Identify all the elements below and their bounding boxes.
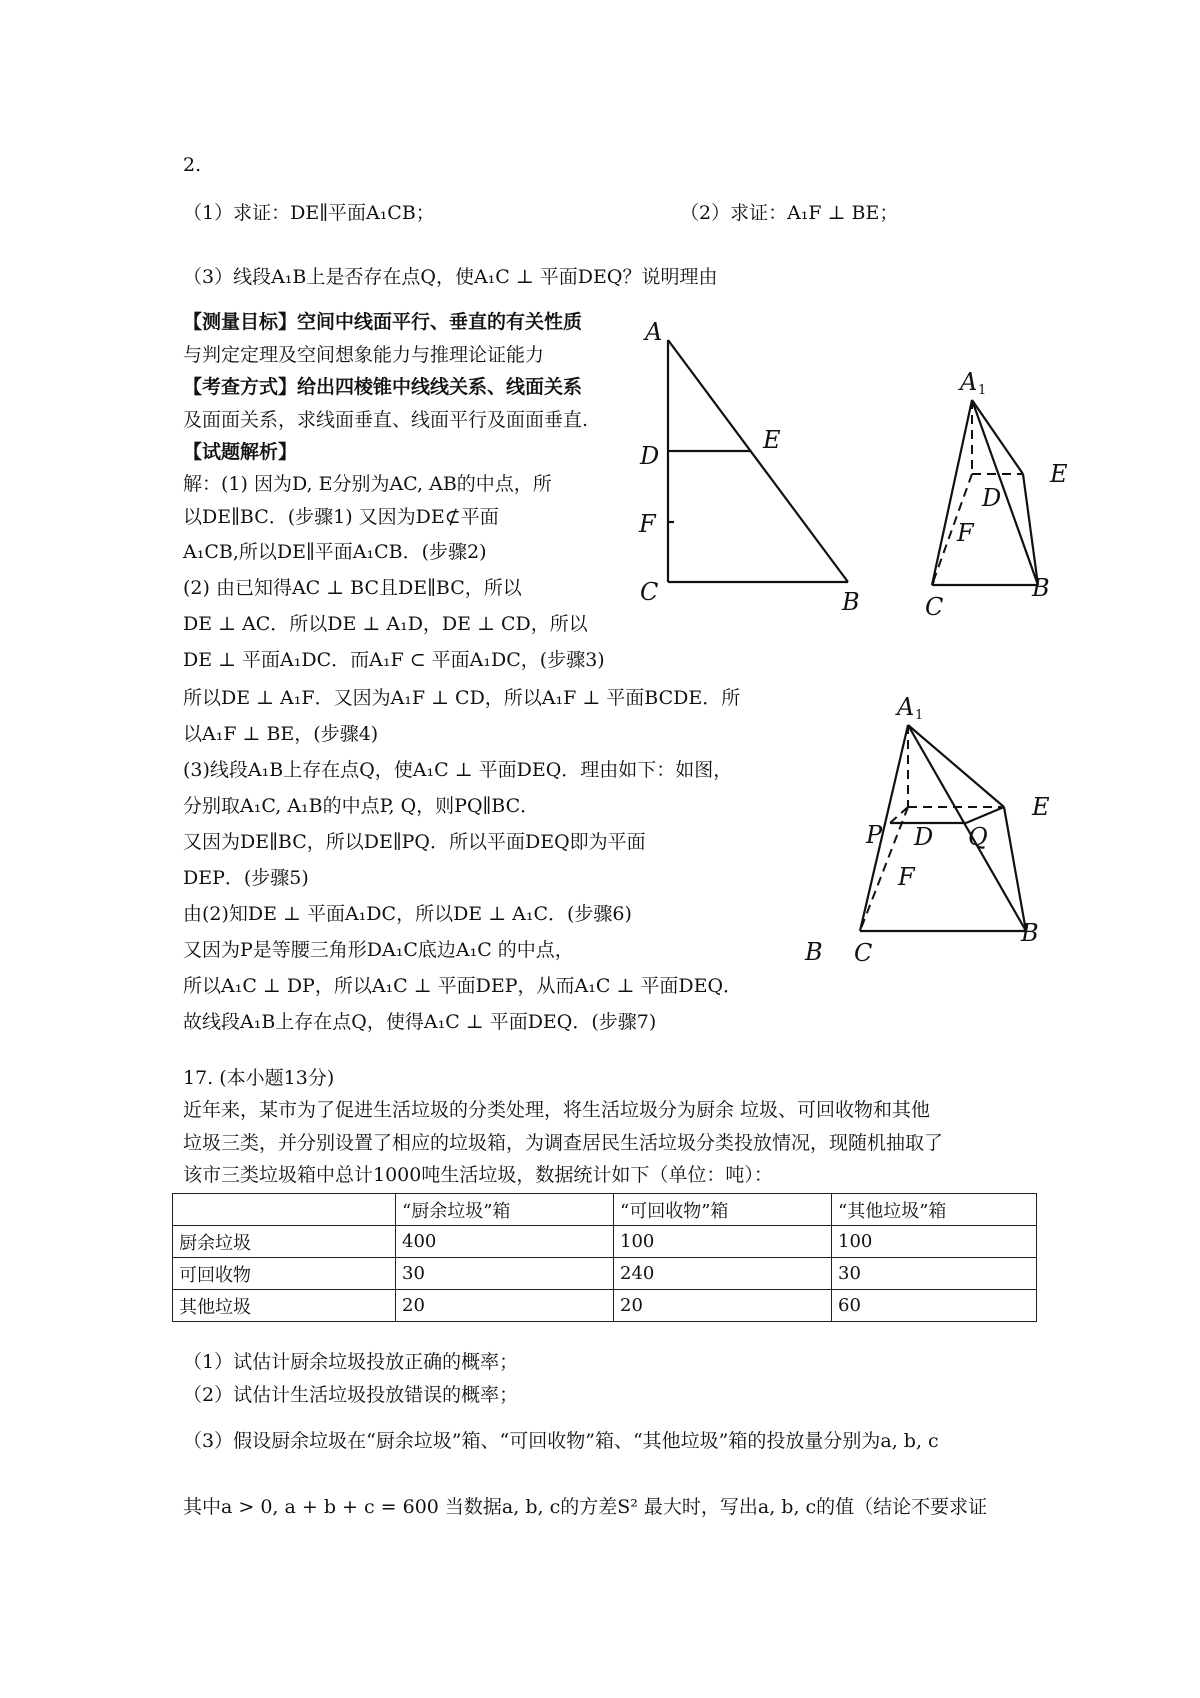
label-a1-sub: 1 (978, 383, 987, 398)
label-e: E (763, 426, 781, 454)
label-b-outside: B (805, 938, 823, 966)
figure-pyramid (880, 360, 1130, 640)
label-d: D (640, 442, 660, 470)
label-f: F (898, 863, 915, 891)
analysis-line: 所以A₁C ⊥ DP，所以A₁C ⊥ 平面DEP，从而A₁C ⊥ 平面DEQ． (183, 975, 743, 997)
label-p: P (866, 821, 883, 849)
label-f: F (639, 510, 656, 538)
analysis-line: 以A₁F ⊥ BE，(步骤4) (183, 723, 379, 745)
problem17-q1: （1）试估计厨余垃圾投放正确的概率； (183, 1351, 519, 1373)
label-a: A (645, 318, 663, 346)
label-a1-sub: 1 (915, 708, 924, 723)
question-3: （3）线段A₁B上是否存在点Q，使A₁C ⊥ 平面DEQ？说明理由 (183, 266, 718, 288)
table-header-row (173, 1194, 1037, 1226)
analysis-line: (3)线段A₁B上存在点Q，使A₁C ⊥ 平面DEQ．理由如下：如图， (183, 759, 733, 781)
analysis-line: 又因为P是等腰三角形DA₁C底边A₁C 的中点， (183, 939, 574, 961)
figure-pyramid-pq (790, 685, 1090, 985)
analysis-line: 【考查方式】给出四棱锥中线线关系、线面关系 (183, 376, 583, 398)
label-a1: A (897, 693, 915, 721)
problem17-heading: 17. (本小题13分) (183, 1067, 335, 1089)
table-cell: 30 (396, 1258, 614, 1290)
table-header-cell: “厨余垃圾”箱 (396, 1194, 614, 1226)
question-2: （2）求证：A₁F ⊥ BE； (680, 202, 899, 224)
table-cell: 20 (396, 1290, 614, 1322)
analysis-line: 又因为DE∥BC，所以DE∥PQ．所以平面DEQ即为平面 (183, 831, 646, 853)
analysis-line: 与判定定理及空间想象能力与推理论证能力 (183, 344, 545, 366)
analysis-line: DEP．(步骤5) (183, 867, 309, 889)
table-row (173, 1226, 1037, 1258)
table-header-cell: “可回收物”箱 (614, 1194, 832, 1226)
edge-eb (1023, 474, 1038, 585)
question-1: （1）求证：DE∥平面A₁CB； (183, 202, 435, 224)
problem17-intro: 垃圾三类，并分别设置了相应的垃圾箱，为调查居民生活垃圾分类投放情况，现随机抽取了 (183, 1132, 944, 1154)
label-c: C (854, 939, 873, 967)
label-e: E (1050, 460, 1068, 488)
edge-a1e (908, 725, 1004, 807)
label-c: C (640, 578, 659, 606)
table-row (173, 1290, 1037, 1322)
table-header-cell (173, 1194, 396, 1226)
analysis-line: 分别取A₁C, A₁B的中点P, Q，则PQ∥BC． (183, 795, 540, 817)
analysis-line: 所以DE ⊥ A₁F．又因为A₁F ⊥ CD，所以A₁F ⊥ 平面BCDE．所 (183, 687, 741, 709)
label-b: B (1021, 919, 1039, 947)
table-cell: 厨余垃圾 (173, 1226, 396, 1258)
table-row (173, 1258, 1037, 1290)
label-q: Q (968, 823, 988, 851)
table-cell: 60 (832, 1290, 1037, 1322)
edge-a1e (972, 400, 1023, 474)
problem17-intro: 该市三类垃圾箱中总计1000吨生活垃圾，数据统计如下（单位：吨）： (183, 1164, 773, 1186)
data-table (172, 1193, 1037, 1322)
edge-qe (966, 807, 1004, 823)
label-c: C (925, 593, 944, 621)
analysis-line: DE ⊥ AC．所以DE ⊥ A₁D，DE ⊥ CD，所以 (183, 613, 588, 635)
table-cell: 其他垃圾 (173, 1290, 396, 1322)
edge-ab (668, 340, 848, 582)
table-cell: 400 (396, 1226, 614, 1258)
analysis-line: 以DE∥BC．(步骤1) 又因为DE⊄平面 (183, 506, 499, 528)
label-d: D (982, 484, 1002, 512)
table-cell: 可回收物 (173, 1258, 396, 1290)
analysis-line: 故线段A₁B上存在点Q，使得A₁C ⊥ 平面DEQ．(步骤7) (183, 1011, 657, 1033)
problem17-q2: （2）试估计生活垃圾投放错误的概率； (183, 1384, 519, 1406)
table-cell: 20 (614, 1290, 832, 1322)
analysis-line: A₁CB,所以DE∥平面A₁CB．(步骤2) (183, 541, 487, 563)
problem17-intro: 近年来，某市为了促进生活垃圾的分类处理，将生活垃圾分为厨余 垃圾、可回收物和其他 (183, 1099, 931, 1121)
table-header-cell: “其他垃圾”箱 (832, 1194, 1037, 1226)
label-a1: A (960, 368, 978, 396)
analysis-line: 由(2)知DE ⊥ 平面A₁DC，所以DE ⊥ A₁C．(步骤6) (183, 903, 632, 925)
analysis-line: 及面面关系，求线面垂直、线面平行及面面垂直. (183, 409, 589, 431)
analysis-line: 【测量目标】空间中线面平行、垂直的有关性质 (183, 311, 583, 333)
analysis-line: 解：(1) 因为D, E分别为AC, AB的中点，所 (183, 473, 552, 495)
label-e: E (1032, 793, 1050, 821)
problem-number: 2. (183, 154, 202, 176)
problem17-q3: （3）假设厨余垃圾在“厨余垃圾”箱、“可回收物”箱、“其他垃圾”箱的投放量分别为a, b, c (183, 1430, 939, 1452)
analysis-line: (2) 由已知得AC ⊥ BC且DE∥BC，所以 (183, 577, 522, 599)
table-cell: 100 (832, 1226, 1037, 1258)
table-cell: 100 (614, 1226, 832, 1258)
label-b: B (1032, 574, 1050, 602)
table-cell: 30 (832, 1258, 1037, 1290)
analysis-line: DE ⊥ 平面A₁DC．而A₁F ⊂ 平面A₁DC，(步骤3) (183, 649, 605, 671)
figure-triangle (630, 310, 870, 640)
table-cell: 240 (614, 1258, 832, 1290)
label-f: F (957, 519, 974, 547)
label-d: D (914, 823, 934, 851)
label-b: B (842, 588, 860, 616)
problem17-q3-cont: 其中a > 0, a + b + c = 600 当数据a, b, c的方差S² 最大时，写出a, b, c的值（结论不要求证 (183, 1496, 988, 1518)
analysis-line: 【试题解析】 (183, 441, 298, 463)
